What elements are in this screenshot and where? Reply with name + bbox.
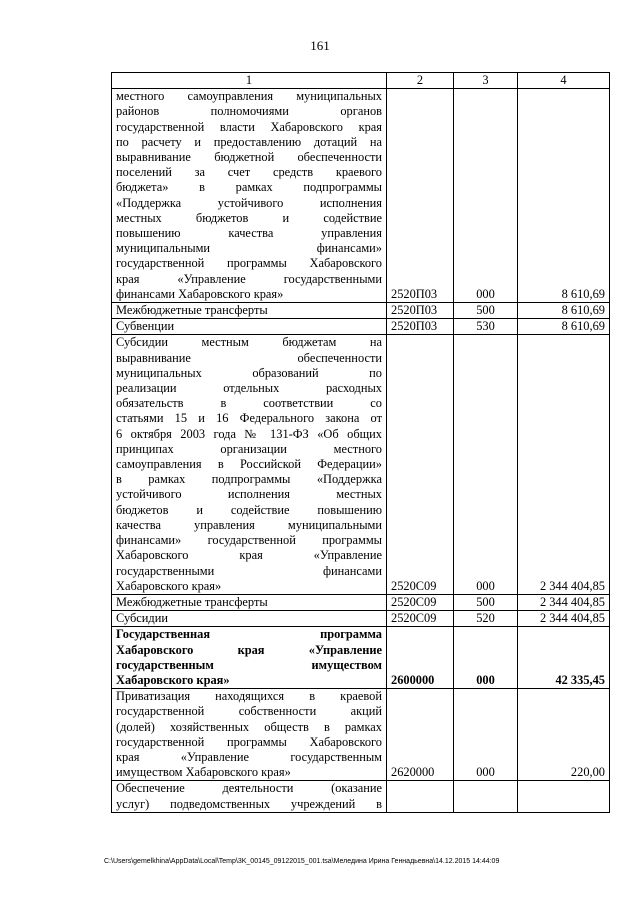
description-line: услуг) подведомственных учреждений в	[116, 796, 382, 811]
description-line: выравнивание бюджетной обеспеченности	[116, 150, 382, 165]
description-line: Хабаровского края «Управление	[116, 548, 382, 563]
table-row	[112, 781, 610, 812]
expense-type-code	[454, 781, 518, 812]
table-row	[112, 627, 610, 689]
description-line: Межбюджетные трансферты	[116, 594, 268, 609]
expense-type-code: 000	[454, 689, 518, 781]
expense-type-code: 000	[454, 89, 518, 303]
target-article-code	[387, 781, 454, 812]
row-description	[112, 781, 387, 812]
column-header-4: 4	[518, 73, 610, 89]
description-line: государственной программы Хабаровского	[116, 734, 382, 749]
description-line: финансами Хабаровского края»	[116, 286, 284, 301]
description-line: устойчивого исполнения местных	[116, 487, 382, 502]
expense-type-code: 000	[454, 627, 518, 689]
description-line: районов полномочиями органов	[116, 104, 382, 119]
description-line: выравнивание обеспеченности	[116, 350, 382, 365]
description-line: местных бюджетов и содействие	[116, 210, 382, 225]
row-description	[112, 594, 387, 610]
table-row	[112, 89, 610, 303]
description-line: 6 октября 2003 года № 131-ФЗ «Об общих	[116, 426, 382, 441]
description-line: государственной власти Хабаровского края	[116, 119, 382, 134]
target-article-code: 2520С09	[387, 611, 454, 627]
description-line: государственной программы Хабаровского	[116, 256, 382, 271]
description-line: по расчету и предоставлению дотаций на	[116, 134, 382, 149]
column-header-1: 1	[112, 73, 387, 89]
description-line: Приватизация находящихся в краевой	[116, 689, 382, 704]
table-row	[112, 611, 610, 627]
description-line: финансами» государственной программы	[116, 533, 382, 548]
amount: 2 344 404,85	[518, 611, 610, 627]
amount: 220,00	[518, 689, 610, 781]
description-line: повышению качества управления	[116, 226, 382, 241]
row-description	[112, 611, 387, 627]
target-article-code: 2520С09	[387, 335, 454, 594]
description-line: Межбюджетные трансферты	[116, 303, 268, 318]
target-article-code: 2600000	[387, 627, 454, 689]
expense-type-code: 500	[454, 594, 518, 610]
row-description	[112, 627, 387, 689]
table-row	[112, 335, 610, 594]
expense-type-code: 520	[454, 611, 518, 627]
row-description	[112, 303, 387, 319]
description-line: «Поддержка устойчивого исполнения	[116, 195, 382, 210]
description-line: Хабаровского края»	[116, 578, 222, 593]
table-row	[112, 319, 610, 335]
description-line: самоуправления в Российской Федерации»	[116, 457, 382, 472]
expense-type-code: 500	[454, 303, 518, 319]
amount: 8 610,69	[518, 319, 610, 335]
description-line: муниципальными финансами»	[116, 241, 382, 256]
expense-type-code: 530	[454, 319, 518, 335]
row-description	[112, 319, 387, 335]
file-path-footer: C:\Users\gemelkhina\AppData\Local\Temp\3K_00145_09122015_001.tsa\Меледина Ирина Геннадьевна\14.12.2015 14:44:09	[104, 858, 500, 865]
target-article-code: 2620000	[387, 689, 454, 781]
description-line: Хабаровского края»	[116, 672, 230, 687]
description-line: обязательств в соответствии со	[116, 396, 382, 411]
amount: 8 610,69	[518, 89, 610, 303]
column-header-2: 2	[387, 73, 454, 89]
description-line: муниципальных образований по	[116, 365, 382, 380]
target-article-code: 2520П03	[387, 303, 454, 319]
description-line: статьями 15 и 16 Федерального закона от	[116, 411, 382, 426]
description-line: местного самоуправления муниципальных	[116, 89, 382, 104]
target-article-code: 2520П03	[387, 89, 454, 303]
table-header-row	[112, 73, 610, 89]
row-description	[112, 335, 387, 594]
description-line: государственными финансами	[116, 563, 382, 578]
description-line: Хабаровского края «Управление	[116, 642, 382, 657]
description-line: в рамках подпрограммы «Поддержка	[116, 472, 382, 487]
column-header-3: 3	[454, 73, 518, 89]
description-line: принципах организации местного	[116, 441, 382, 456]
amount: 2 344 404,85	[518, 594, 610, 610]
table-row	[112, 594, 610, 610]
table-row	[112, 303, 610, 319]
description-line: (долей) хозяйственных обществ в рамках	[116, 719, 382, 734]
description-line: имуществом Хабаровского края»	[116, 765, 291, 780]
target-article-code: 2520С09	[387, 594, 454, 610]
budget-table	[111, 72, 610, 813]
description-line: бюджетов и содействие повышению	[116, 502, 382, 517]
description-line: государственным имуществом	[116, 657, 382, 672]
description-line: Субсидии	[116, 611, 168, 626]
description-line: края «Управление государственными	[116, 271, 382, 286]
description-line: Субсидии местным бюджетам на	[116, 335, 382, 350]
description-line: Субвенции	[116, 319, 175, 334]
description-line: Обеспечение деятельности (оказание	[116, 781, 382, 796]
amount	[518, 781, 610, 812]
expense-type-code: 000	[454, 335, 518, 594]
description-line: Государственная программа	[116, 627, 382, 642]
description-line: края «Управление государственным	[116, 749, 382, 764]
target-article-code: 2520П03	[387, 319, 454, 335]
description-line: бюджета» в рамках подпрограммы	[116, 180, 382, 195]
description-line: государственной собственности акций	[116, 704, 382, 719]
description-line: качества управления муниципальными	[116, 517, 382, 532]
description-line: реализации отдельных расходных	[116, 381, 382, 396]
row-description	[112, 89, 387, 303]
description-line: поселений за счет средств краевого	[116, 165, 382, 180]
amount: 2 344 404,85	[518, 335, 610, 594]
page-number: 161	[310, 38, 330, 53]
table-row	[112, 689, 610, 781]
amount: 42 335,45	[518, 627, 610, 689]
amount: 8 610,69	[518, 303, 610, 319]
row-description	[112, 689, 387, 781]
